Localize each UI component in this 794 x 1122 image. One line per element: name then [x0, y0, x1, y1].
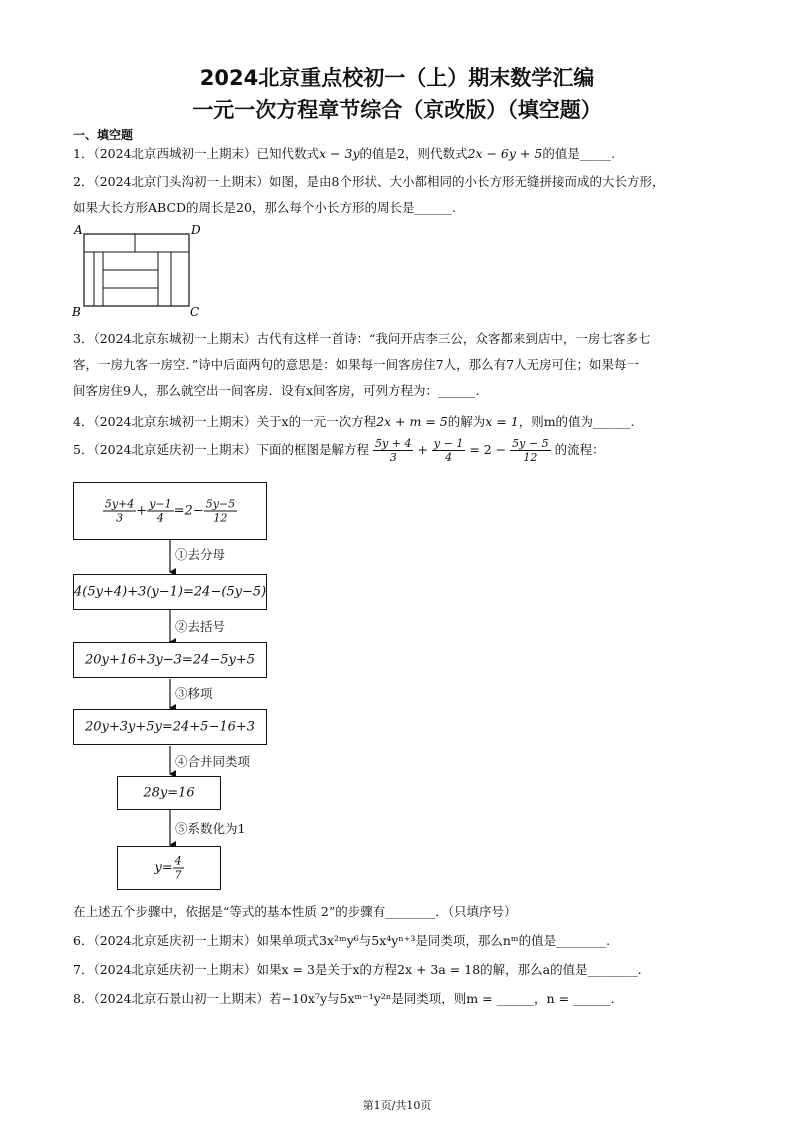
- flow-box-3-equation: 20y+16+3y−3=24−5y+5: [84, 652, 256, 668]
- question-number: 6．: [73, 933, 94, 948]
- question-source: （2024北京延庆初一上期末）: [93, 962, 257, 977]
- question-6: [73, 931, 610, 949]
- question-source: （2024北京东城初一上期末）: [93, 414, 257, 429]
- math-expression: 2x + m = 5: [376, 414, 448, 429]
- flow-box-1: [73, 482, 267, 540]
- question-8: [73, 989, 615, 1007]
- question-text: 如果单项式3x²ᵐy⁶与5x⁴yⁿ⁺³是同类项，那么nᵐ的值是________.: [256, 933, 611, 948]
- question-3-line3: 间客房住9人，那么就空出一间客房．设有x间客房，可列方程为：______.: [73, 383, 480, 398]
- question-source: （2024北京延庆初一上期末）: [93, 933, 257, 948]
- rectangle-diagram: [72, 222, 212, 317]
- fraction-denominator: 12: [213, 511, 228, 525]
- question-text: 的值是_____.: [542, 146, 616, 161]
- flow-step-3: ③移项: [175, 686, 213, 701]
- fraction: [432, 437, 465, 464]
- flow-step-2: ②去括号: [175, 619, 226, 634]
- flow-box-5-equation: 28y=16: [143, 785, 195, 801]
- fraction-denominator: 4: [156, 511, 164, 525]
- fraction: [204, 498, 237, 525]
- page-footer: 第1页/共10页: [362, 1099, 432, 1112]
- fraction: [373, 437, 413, 464]
- math-expression: x − 3y: [319, 146, 360, 161]
- question-source: （2024北京石景山初一上期末）: [93, 991, 270, 1006]
- operator: = 2 −: [469, 442, 507, 457]
- fraction-numerator: 5y−5: [205, 497, 236, 511]
- flow-box-6: [117, 846, 221, 890]
- question-text: ，则m的值为______.: [518, 414, 635, 429]
- flow-box-5: [117, 776, 221, 810]
- question-text: 已知代数式: [256, 146, 320, 161]
- flow-step-4: ④合并同类项: [175, 754, 251, 769]
- question-text: 如图，是由8个形状、大小都相同的小长方形无缝拼接而成的大长方形，: [269, 174, 665, 189]
- flow-box-3: [73, 642, 267, 678]
- rectangle-figure: [72, 222, 212, 317]
- question-1: [73, 144, 615, 162]
- question-number: 4．: [73, 414, 94, 429]
- fraction-denominator: 4: [445, 451, 453, 464]
- question-source: （2024北京西城初一上期末）: [93, 146, 257, 161]
- question-text: 的值是2，则代数式: [359, 146, 468, 161]
- flow-box-1-equation: [74, 498, 266, 525]
- question-number: 8．: [73, 991, 94, 1006]
- fraction-numerator: 4: [174, 854, 182, 868]
- question-number: 7．: [73, 962, 94, 977]
- question-source: （2024北京东城初一上期末）: [93, 331, 257, 346]
- question-5-tail: 在上述五个步骤中，依据是“等式的基本性质 2”的步骤有________．（只填序号）: [73, 904, 517, 919]
- flow-box-2-equation: 4(5y+4)+3(y−1)=24−(5y−5): [74, 584, 267, 600]
- question-5: [73, 437, 605, 464]
- question-3-line1: [73, 329, 650, 347]
- fraction-denominator: 3: [389, 451, 397, 464]
- equation-lhs: y=: [154, 860, 173, 876]
- fraction: [173, 855, 184, 882]
- page-title-line2: 一元一次方程章节综合（京改版）（填空题）: [192, 98, 602, 122]
- flow-box-4-equation: 20y+3y+5y=24+5−16+3: [84, 719, 256, 735]
- question-source: （2024北京延庆初一上期末）: [93, 442, 257, 457]
- section-header: 一、填空题: [73, 128, 134, 142]
- fraction-numerator: y − 1: [433, 437, 464, 450]
- fraction: [147, 498, 173, 525]
- question-text: 下面的框图是解方程: [256, 442, 370, 457]
- question-text: 古代有这样一首诗：“我问开店李三公，众客都来到店中，一房七客多七: [256, 331, 651, 346]
- fraction-denominator: 7: [174, 868, 182, 882]
- question-2-line1: [73, 172, 664, 190]
- question-text: 关于x的一元一次方程: [256, 414, 377, 429]
- vertex-label-b: B: [72, 305, 81, 317]
- math-expression: x = 1: [485, 414, 519, 429]
- fraction-denominator: 3: [116, 511, 124, 525]
- question-text: 如果x = 3是关于x的方程2x + 3a = 18的解，那么a的值是________.: [256, 962, 642, 977]
- fraction-numerator: 5y+4: [104, 497, 135, 511]
- flow-step-5: ⑤系数化为1: [175, 821, 246, 836]
- fraction-numerator: y−1: [149, 497, 172, 511]
- flow-box-6-equation: [118, 855, 220, 882]
- question-source: （2024北京门头沟初一上期末）: [93, 174, 270, 189]
- question-2-line2: 如果大长方形ABCD的周长是20，那么每个小长方形的周长是______.: [73, 200, 456, 215]
- fraction-numerator: 5y − 5: [512, 437, 549, 450]
- operator: +: [136, 503, 148, 519]
- flow-step-1: ①去分母: [175, 547, 226, 562]
- fraction: [103, 498, 136, 525]
- fraction-denominator: 12: [523, 451, 538, 464]
- question-text: 的解为: [447, 414, 486, 429]
- flow-box-4: [73, 709, 267, 745]
- fraction: [510, 437, 550, 464]
- question-4: [73, 412, 635, 430]
- question-text: 的流程：: [554, 442, 605, 457]
- page-title-line1: 2024北京重点校初一（上）期末数学汇编: [199, 66, 595, 90]
- vertex-label-c: C: [190, 305, 200, 317]
- vertex-label-a: A: [74, 223, 83, 237]
- operator: =2−: [173, 503, 204, 519]
- math-expression: 2x − 6y + 5: [467, 146, 543, 161]
- question-number: 3．: [73, 331, 94, 346]
- question-number: 1．: [73, 146, 94, 161]
- operator: +: [417, 442, 428, 457]
- question-number: 2．: [73, 174, 94, 189]
- vertex-label-d: D: [191, 223, 201, 237]
- question-number: 5．: [73, 442, 94, 457]
- fraction-numerator: 5y + 4: [375, 437, 412, 450]
- flow-box-2: [73, 574, 267, 610]
- question-3-line2: 客，一房九客一房空．”诗中后面两句的意思是：如果每一间客房住7人，那么有7人无房可住；如果每一: [73, 357, 640, 372]
- question-7: [73, 960, 642, 978]
- question-text: 若−10x⁷y与5xᵐ⁻¹y²ⁿ是同类项，则m = ______，n = ______.: [269, 991, 615, 1006]
